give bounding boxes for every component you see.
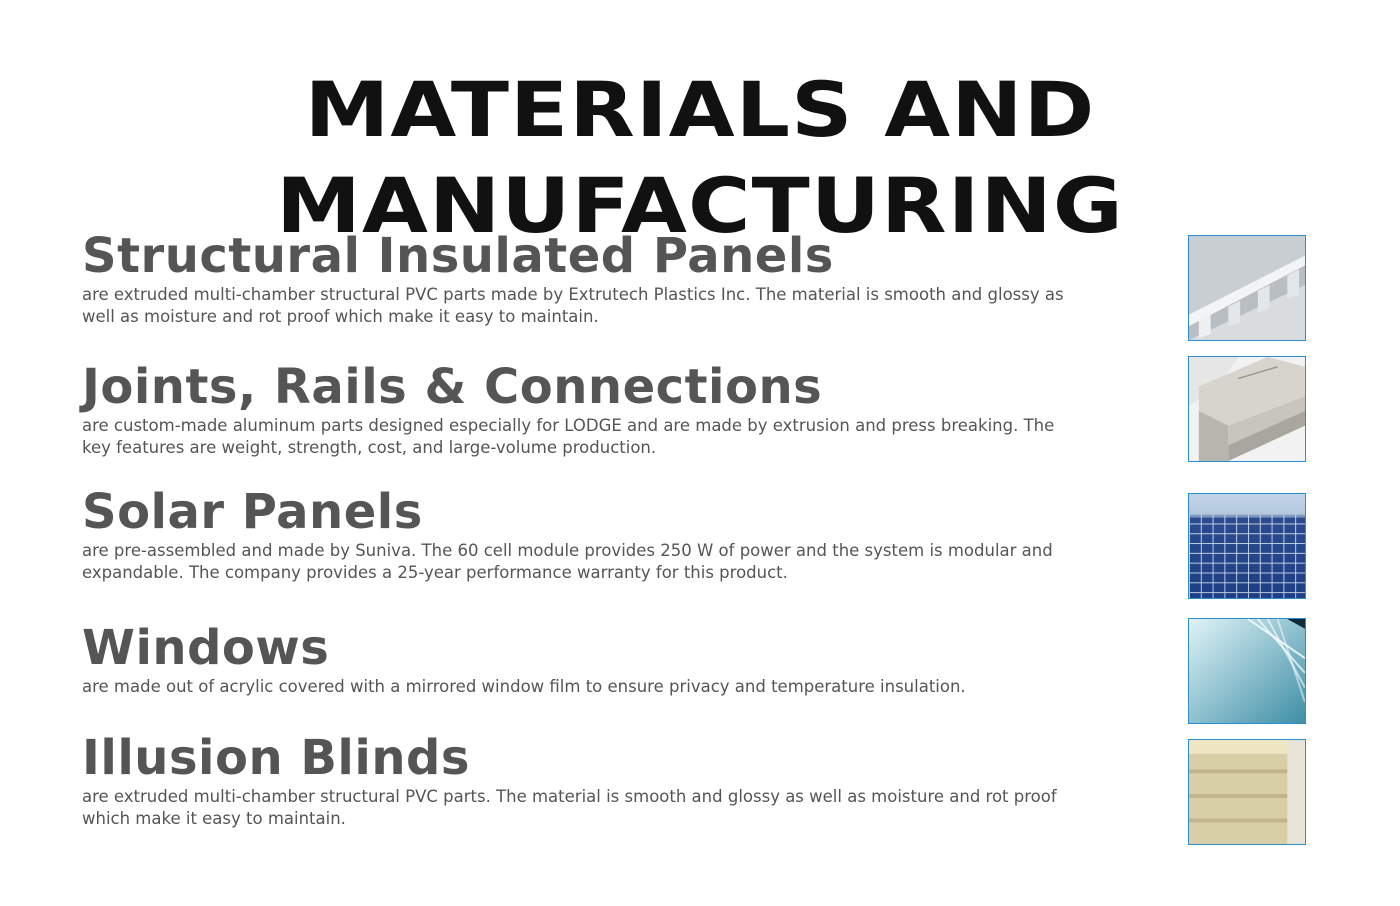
section-description: are extruded multi-chamber structural PVC parts made by Extrutech Plastics Inc. The material is smooth and glossy as well as moisture and rot proof which make it easy to maintain.	[82, 285, 1064, 326]
section-illusion-blinds	[82, 730, 1072, 830]
section-joints-rails-connections	[82, 359, 1072, 459]
section-description: are extruded multi-chamber structural PVC parts. The material is smooth and glossy as well as moisture and rot proof which make it easy to maintain.	[82, 787, 1057, 828]
page-title: MATERIALS AND MANUFACTURING	[276, 65, 1124, 250]
section-heading: Solar Panels	[82, 484, 423, 540]
illusion-blinds-image	[1188, 739, 1306, 845]
section-heading: Structural Insulated Panels	[82, 228, 834, 284]
section-solar-panels	[82, 484, 1072, 584]
section-description: are made out of acrylic covered with a mirrored window film to ensure privacy and temperature insulation.	[82, 677, 966, 696]
acrylic-sheets-image	[1188, 618, 1306, 724]
section-heading: Joints, Rails & Connections	[82, 359, 823, 415]
pvc-panel-image	[1188, 235, 1306, 341]
section-windows	[82, 620, 1072, 698]
section-description: are pre-assembled and made by Suniva. The 60 cell module provides 250 W of power and the system is modular and expandable. The company provides a 25-year performance warranty for this product.	[82, 541, 1053, 582]
aluminum-profile-image	[1188, 356, 1306, 462]
section-heading: Illusion Blinds	[82, 730, 470, 786]
solar-panel-image	[1188, 493, 1306, 599]
section-heading: Windows	[82, 620, 330, 676]
section-description: are custom-made aluminum parts designed especially for LODGE and are made by extrusion and press breaking. The key features are weight, strength, cost, and large-volume production.	[82, 416, 1055, 457]
section-structural-insulated-panels	[82, 228, 1072, 328]
